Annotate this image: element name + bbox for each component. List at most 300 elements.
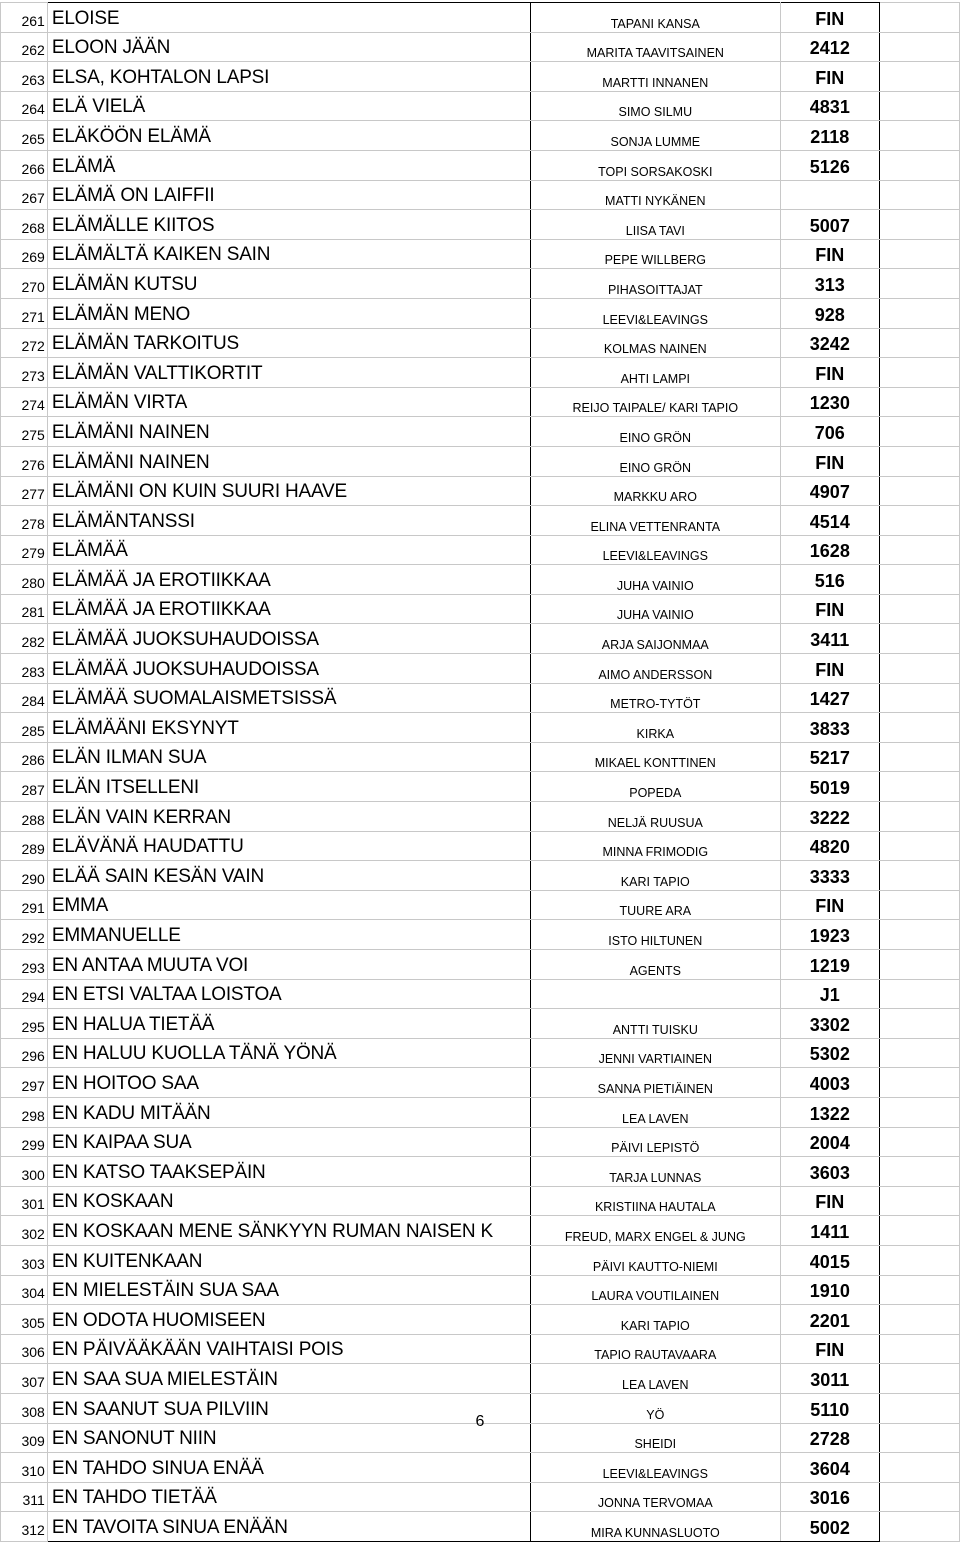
empty-cell [879, 239, 959, 269]
song-title-text: ELÄMÄN VIRTA [51, 392, 188, 414]
song-title-text: EN ETSI VALTAA LOISTOA [51, 984, 282, 1006]
table-row [1, 831, 960, 861]
song-title [47, 1275, 530, 1305]
table-row [1, 150, 960, 180]
row-number: 279 [1, 535, 48, 565]
table-row [1, 683, 960, 713]
artist-name: SONJA LUMME [530, 121, 780, 151]
empty-cell [879, 624, 959, 654]
song-code: FIN [781, 62, 880, 92]
song-title [47, 298, 530, 328]
row-number: 296 [1, 1038, 48, 1068]
artist-name: LIISA TAVI [530, 210, 780, 240]
song-code: 2118 [781, 121, 880, 151]
row-number: 301 [1, 1186, 48, 1216]
empty-cell [879, 1275, 959, 1305]
song-title [47, 239, 530, 269]
song-title-text: EN HALUU KUOLLA TÄNÄ YÖNÄ [51, 1043, 337, 1065]
artist-name: ANTTI TUISKU [530, 1009, 780, 1039]
song-title [47, 1097, 530, 1127]
artist-name: JONNA TERVOMAA [530, 1482, 780, 1512]
song-code: 3016 [781, 1482, 880, 1512]
empty-cell [879, 476, 959, 506]
page-number: 6 [475, 1413, 485, 1430]
table-row [1, 920, 960, 950]
song-title [47, 831, 530, 861]
song-code: J1 [781, 979, 880, 1009]
table-row [1, 121, 960, 151]
song-title-text: ELÄMÄÄ JA EROTIIKKAA [51, 569, 271, 591]
song-title-text: ELÄMÄÄ SUOMALAISMETSISSÄ [51, 688, 337, 710]
table-row [1, 1334, 960, 1364]
song-title-text: EN PÄIVÄÄKÄÄN VAIHTAISI POIS [51, 1339, 344, 1361]
empty-cell [879, 358, 959, 388]
song-title-text: EN TAHDO TIETÄÄ [51, 1487, 217, 1509]
table-row [1, 890, 960, 920]
table-row [1, 476, 960, 506]
empty-cell [879, 1512, 959, 1542]
table-row [1, 1097, 960, 1127]
song-code: 1230 [781, 387, 880, 417]
table-row [1, 446, 960, 476]
song-code: 5019 [781, 772, 880, 802]
song-title-text: ELÄN ITSELLENI [51, 777, 199, 799]
song-title-text: ELSA, KOHTALON LAPSI [51, 66, 270, 88]
table-row [1, 328, 960, 358]
row-number: 262 [1, 32, 48, 62]
empty-cell [879, 417, 959, 447]
song-code: FIN [781, 446, 880, 476]
row-number: 285 [1, 713, 48, 743]
row-number: 286 [1, 742, 48, 772]
artist-name: AIMO ANDERSSON [530, 654, 780, 684]
song-code: 516 [781, 565, 880, 595]
song-title-text: ELÄMÄLTÄ KAIKEN SAIN [51, 244, 271, 266]
empty-cell [879, 1245, 959, 1275]
row-number: 267 [1, 180, 48, 210]
song-code: 1910 [781, 1275, 880, 1305]
song-code: 5110 [781, 1393, 880, 1423]
artist-name: EINO GRÖN [530, 446, 780, 476]
empty-cell [879, 150, 959, 180]
table-row [1, 1216, 960, 1246]
row-number: 302 [1, 1216, 48, 1246]
song-title-text: ELÄVÄNÄ HAUDATTU [51, 836, 244, 858]
row-number: 305 [1, 1305, 48, 1335]
empty-cell [879, 772, 959, 802]
table-row [1, 861, 960, 891]
song-code: 5126 [781, 150, 880, 180]
empty-cell [879, 565, 959, 595]
song-code: 2004 [781, 1127, 880, 1157]
song-code: 5302 [781, 1038, 880, 1068]
artist-name: LEA LAVEN [530, 1097, 780, 1127]
table-row [1, 358, 960, 388]
song-rows [1, 3, 960, 1542]
table-row [1, 1068, 960, 1098]
empty-cell [879, 1305, 959, 1335]
table-row [1, 180, 960, 210]
song-code: 4907 [781, 476, 880, 506]
song-title-text: EN ODOTA HUOMISEEN [51, 1309, 266, 1331]
song-title [47, 1038, 530, 1068]
song-title [47, 890, 530, 920]
artist-name: MINNA FRIMODIG [530, 831, 780, 861]
song-title-text: EMMA [51, 895, 109, 917]
row-number: 290 [1, 861, 48, 891]
row-number: 295 [1, 1009, 48, 1039]
song-title-text: ELÄMÄÄ JUOKSUHAUDOISSA [51, 629, 319, 651]
row-number: 310 [1, 1453, 48, 1483]
artist-name: FREUD, MARX ENGEL & JUNG [530, 1216, 780, 1246]
empty-cell [879, 62, 959, 92]
table-row [1, 1186, 960, 1216]
song-title [47, 150, 530, 180]
empty-cell [879, 594, 959, 624]
song-title-text: ELÄMÄÄNI EKSYNYT [51, 717, 239, 739]
artist-name: AHTI LAMPI [530, 358, 780, 388]
song-title [47, 358, 530, 388]
row-number: 291 [1, 890, 48, 920]
song-code: 2728 [781, 1423, 880, 1453]
song-code: 2412 [781, 32, 880, 62]
song-code: FIN [781, 654, 880, 684]
song-list-sheet [0, 2, 960, 1542]
empty-cell [879, 1453, 959, 1483]
empty-cell [879, 831, 959, 861]
song-code: 3222 [781, 802, 880, 832]
song-code: 928 [781, 298, 880, 328]
row-number: 276 [1, 446, 48, 476]
empty-cell [879, 861, 959, 891]
artist-name: TAPANI KANSA [530, 3, 780, 33]
song-title-text: ELÄKÖÖN ELÄMÄ [51, 125, 211, 147]
row-number: 263 [1, 62, 48, 92]
artist-name: TUURE ARA [530, 890, 780, 920]
empty-cell [879, 802, 959, 832]
song-code: 1427 [781, 683, 880, 713]
song-title-text: ELÄMÄÄ [51, 540, 128, 562]
song-title-text: EN KAIPAA SUA [51, 1132, 192, 1154]
song-code [781, 180, 880, 210]
artist-name: MARITA TAAVITSAINEN [530, 32, 780, 62]
empty-cell [879, 683, 959, 713]
artist-name: AGENTS [530, 950, 780, 980]
song-title [47, 1068, 530, 1098]
table-row [1, 1009, 960, 1039]
song-code: FIN [781, 239, 880, 269]
empty-cell [879, 387, 959, 417]
song-code: FIN [781, 1186, 880, 1216]
song-title-text: ELÄN ILMAN SUA [51, 747, 207, 769]
artist-name: PÄIVI KAUTTO-NIEMI [530, 1245, 780, 1275]
song-title [47, 654, 530, 684]
song-title [47, 1186, 530, 1216]
empty-cell [879, 328, 959, 358]
song-code: FIN [781, 890, 880, 920]
row-number: 281 [1, 594, 48, 624]
artist-name [530, 979, 780, 1009]
table-row [1, 1482, 960, 1512]
row-number: 280 [1, 565, 48, 595]
song-code: 5007 [781, 210, 880, 240]
row-number: 297 [1, 1068, 48, 1098]
row-number: 299 [1, 1127, 48, 1157]
artist-name: EINO GRÖN [530, 417, 780, 447]
song-title-text: ELÄMÄN TARKOITUS [51, 333, 240, 355]
artist-name: KOLMAS NAINEN [530, 328, 780, 358]
artist-name: JUHA VAINIO [530, 565, 780, 595]
song-title [47, 121, 530, 151]
row-number: 294 [1, 979, 48, 1009]
table-row [1, 950, 960, 980]
song-code: 3302 [781, 1009, 880, 1039]
artist-name: ARJA SAIJONMAA [530, 624, 780, 654]
song-title [47, 802, 530, 832]
song-code: 4831 [781, 91, 880, 121]
song-code: 4003 [781, 1068, 880, 1098]
row-number: 304 [1, 1275, 48, 1305]
artist-name: YÖ [530, 1393, 780, 1423]
song-title [47, 1364, 530, 1394]
song-title-text: ELÄMÄN MENO [51, 303, 191, 325]
song-code: 3603 [781, 1157, 880, 1187]
row-number: 283 [1, 654, 48, 684]
empty-cell [879, 1334, 959, 1364]
table-row [1, 1038, 960, 1068]
song-title-text: EN HOITOO SAA [51, 1072, 199, 1094]
empty-cell [879, 1216, 959, 1246]
table-row [1, 210, 960, 240]
row-number: 288 [1, 802, 48, 832]
song-title [47, 210, 530, 240]
empty-cell [879, 1364, 959, 1394]
table-row [1, 624, 960, 654]
artist-name: LEEVI&LEAVINGS [530, 1453, 780, 1483]
song-title [47, 62, 530, 92]
song-title-text: ELÄMÄNI ON KUIN SUURI HAAVE [51, 481, 347, 503]
empty-cell [879, 535, 959, 565]
table-row [1, 654, 960, 684]
table-row [1, 713, 960, 743]
song-title-text: EN ANTAA MUUTA VOI [51, 954, 249, 976]
table-row [1, 269, 960, 299]
song-title [47, 91, 530, 121]
artist-name: KRISTIINA HAUTALA [530, 1186, 780, 1216]
song-title-text: EN TAVOITA SINUA ENÄÄN [51, 1516, 288, 1538]
row-number: 292 [1, 920, 48, 950]
song-title-text: ELOON JÄÄN [51, 37, 171, 59]
artist-name: PÄIVI LEPISTÖ [530, 1127, 780, 1157]
artist-name: NELJÄ RUUSUA [530, 802, 780, 832]
table-row [1, 594, 960, 624]
song-title [47, 476, 530, 506]
row-number: 261 [1, 3, 48, 33]
artist-name: MIKAEL KONTTINEN [530, 742, 780, 772]
song-code: FIN [781, 358, 880, 388]
table-row [1, 91, 960, 121]
empty-cell [879, 1186, 959, 1216]
row-number: 287 [1, 772, 48, 802]
empty-cell [879, 121, 959, 151]
song-code: 2201 [781, 1305, 880, 1335]
song-title [47, 1009, 530, 1039]
song-title [47, 683, 530, 713]
row-number: 275 [1, 417, 48, 447]
table-row [1, 535, 960, 565]
artist-name: PEPE WILLBERG [530, 239, 780, 269]
empty-cell [879, 298, 959, 328]
song-title [47, 328, 530, 358]
artist-name: SHEIDI [530, 1423, 780, 1453]
song-title [47, 506, 530, 536]
song-title-text: EN SAANUT SUA PILVIIN [51, 1398, 269, 1420]
artist-name: ELINA VETTENRANTA [530, 506, 780, 536]
artist-name: KARI TAPIO [530, 1305, 780, 1335]
empty-cell [879, 1097, 959, 1127]
song-title [47, 624, 530, 654]
row-number: 300 [1, 1157, 48, 1187]
song-title [47, 1216, 530, 1246]
song-code: 1219 [781, 950, 880, 980]
song-code: 3333 [781, 861, 880, 891]
song-title-text: ELÄMÄN VALTTIKORTIT [51, 362, 263, 384]
table-row [1, 772, 960, 802]
artist-name: MIRA KUNNASLUOTO [530, 1512, 780, 1542]
song-code: 3242 [781, 328, 880, 358]
song-code: 4820 [781, 831, 880, 861]
row-number: 274 [1, 387, 48, 417]
row-number: 303 [1, 1245, 48, 1275]
artist-name: MARTTI INNANEN [530, 62, 780, 92]
song-title [47, 742, 530, 772]
song-title-text: ELÄMÄNI NAINEN [51, 451, 210, 473]
row-number: 277 [1, 476, 48, 506]
empty-cell [879, 713, 959, 743]
row-number: 269 [1, 239, 48, 269]
artist-name: LEA LAVEN [530, 1364, 780, 1394]
song-title [47, 772, 530, 802]
row-number: 271 [1, 298, 48, 328]
song-title [47, 1334, 530, 1364]
table-row [1, 1245, 960, 1275]
song-title-text: ELOISE [51, 7, 120, 29]
artist-name: METRO-TYTÖT [530, 683, 780, 713]
song-title [47, 1305, 530, 1335]
song-title-text: ELÄMÄÄ JUOKSUHAUDOISSA [51, 658, 319, 680]
song-code: 3011 [781, 1364, 880, 1394]
table-row [1, 3, 960, 33]
artist-name: LAURA VOUTILAINEN [530, 1275, 780, 1305]
song-title-text: EN MIELESTÄIN SUA SAA [51, 1280, 279, 1302]
table-row [1, 506, 960, 536]
artist-name: JUHA VAINIO [530, 594, 780, 624]
song-title [47, 920, 530, 950]
artist-name: MARKKU ARO [530, 476, 780, 506]
row-number: 293 [1, 950, 48, 980]
song-code: FIN [781, 594, 880, 624]
song-title-text: EN SANONUT NIIN [51, 1428, 217, 1450]
song-code: 3833 [781, 713, 880, 743]
table-row [1, 565, 960, 595]
song-title [47, 1482, 530, 1512]
song-title [47, 180, 530, 210]
table-row [1, 1305, 960, 1335]
song-title-text: ELÄMÄÄ JA EROTIIKKAA [51, 599, 271, 621]
artist-name: JENNI VARTIAINEN [530, 1038, 780, 1068]
table-row [1, 1512, 960, 1542]
song-code: FIN [781, 1334, 880, 1364]
empty-cell [879, 91, 959, 121]
table-row [1, 979, 960, 1009]
empty-cell [879, 1157, 959, 1187]
row-number: 270 [1, 269, 48, 299]
song-title-text: EN KATSO TAAKSEPÄIN [51, 1161, 266, 1183]
table-row [1, 1157, 960, 1187]
song-title-text: EN KADU MITÄÄN [51, 1102, 211, 1124]
artist-name: TARJA LUNNAS [530, 1157, 780, 1187]
artist-name: LEEVI&LEAVINGS [530, 298, 780, 328]
row-number: 264 [1, 91, 48, 121]
song-title-text: EN KUITENKAAN [51, 1250, 203, 1272]
empty-cell [879, 506, 959, 536]
empty-cell [879, 890, 959, 920]
row-number: 307 [1, 1364, 48, 1394]
song-title-text: ELÄMÄ [51, 155, 116, 177]
row-number: 273 [1, 358, 48, 388]
song-title [47, 446, 530, 476]
empty-cell [879, 742, 959, 772]
song-code: 313 [781, 269, 880, 299]
song-code: 4015 [781, 1245, 880, 1275]
song-title-text: EMMANUELLE [51, 925, 181, 946]
song-title-text: ELÄN VAIN KERRAN [51, 806, 231, 828]
song-title [47, 3, 530, 33]
row-number: 309 [1, 1423, 48, 1453]
song-code: 1628 [781, 535, 880, 565]
empty-cell [879, 269, 959, 299]
artist-name: TOPI SORSAKOSKI [530, 150, 780, 180]
row-number: 265 [1, 121, 48, 151]
artist-name: ISTO HILTUNEN [530, 920, 780, 950]
song-title [47, 861, 530, 891]
song-title-text: EN KOSKAAN MENE SÄNKYYN RUMAN NAISEN K [51, 1220, 493, 1242]
song-title [47, 1157, 530, 1187]
row-number: 312 [1, 1512, 48, 1542]
artist-name: SIMO SILMU [530, 91, 780, 121]
song-title [47, 565, 530, 595]
song-title-text: EN KOSKAAN [51, 1191, 174, 1213]
song-code: 1322 [781, 1097, 880, 1127]
empty-cell [879, 180, 959, 210]
table-row [1, 417, 960, 447]
artist-name: PIHASOITTAJAT [530, 269, 780, 299]
artist-name: REIJO TAIPALE/ KARI TAPIO [530, 387, 780, 417]
song-title [47, 417, 530, 447]
song-code: 3604 [781, 1453, 880, 1483]
artist-name: KARI TAPIO [530, 861, 780, 891]
song-code: 4514 [781, 506, 880, 536]
song-title [47, 1512, 530, 1542]
artist-name: POPEDA [530, 772, 780, 802]
row-number: 308 [1, 1393, 48, 1423]
row-number: 266 [1, 150, 48, 180]
row-number: 282 [1, 624, 48, 654]
song-code: 5002 [781, 1512, 880, 1542]
table-row [1, 1364, 960, 1394]
song-title-text: ELÄMÄNTANSSI [51, 510, 195, 532]
song-title [47, 979, 530, 1009]
